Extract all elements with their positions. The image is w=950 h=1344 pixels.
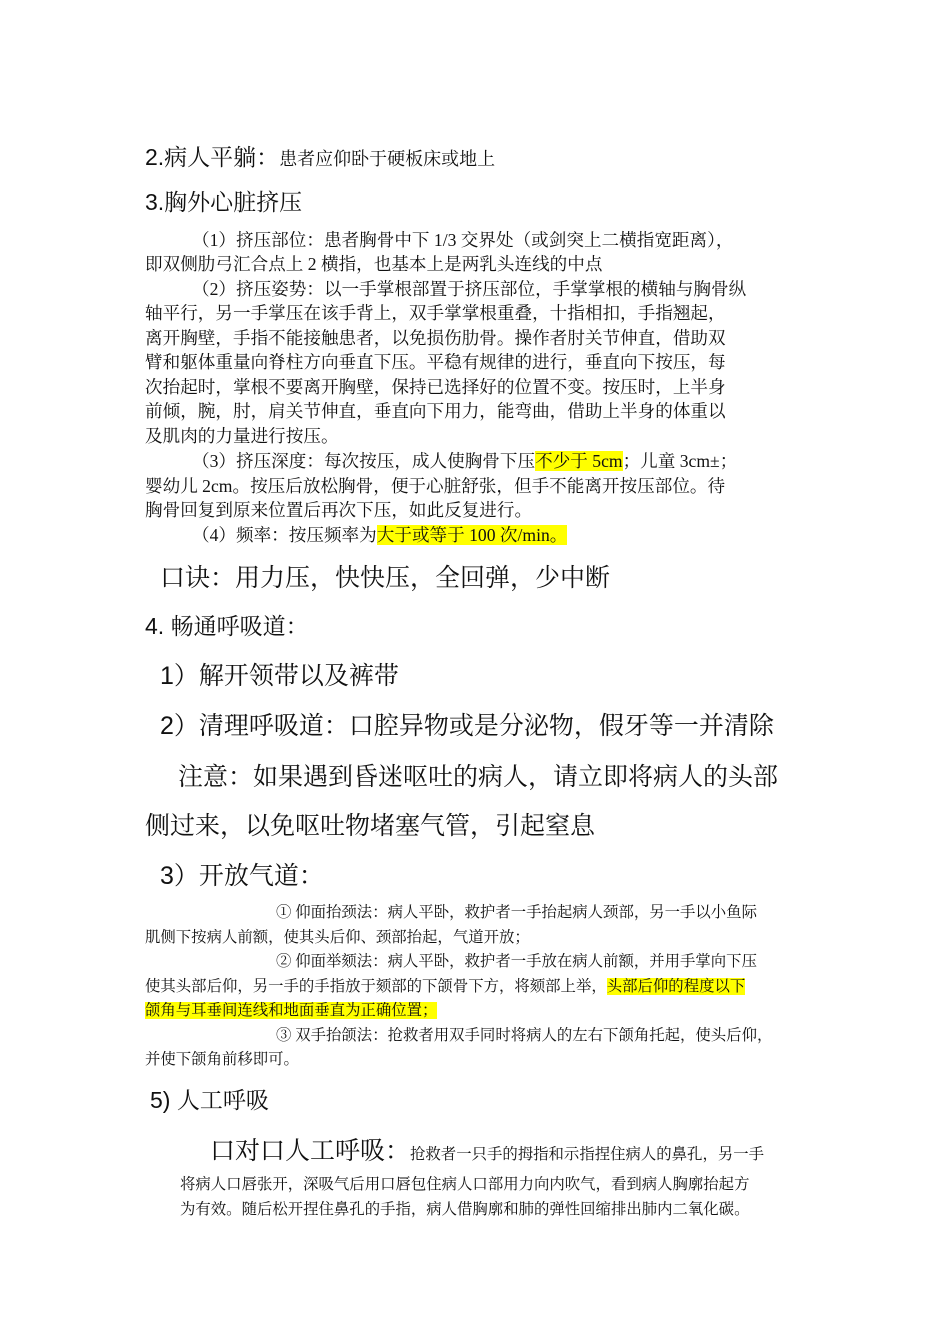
section-5-heading: 5) 人工呼吸	[150, 1087, 269, 1113]
method-3-line1: ③ 双手抬颌法：抢救者用双手同时将病人的左右下颌角托起，使头后仰，	[276, 1027, 773, 1044]
s5-subheading: 口对口人工呼吸：	[210, 1137, 411, 1165]
s3-p2-line7: 及肌肉的力量进行按压。	[145, 426, 339, 446]
s5-line3: 为有效。随后松开捏住鼻孔的手指，病人借胸廓和肺的弹性回缩排出肺内二氧化碳。	[180, 1201, 750, 1218]
s3-p2-line6: 前倾，腕，肘，肩关节伸直，垂直向下用力，能弯曲，借助上半身的体重以	[145, 401, 726, 421]
s3-p4-text: （4）频率：按压频率为	[192, 525, 377, 545]
s4-item-1: 1）解开领带以及裤带	[160, 662, 399, 690]
s3-p2-line2: 轴平行，另一手掌压在该手背上，双手掌掌根重叠，十指相扣，手指翘起，	[145, 303, 726, 323]
s3-p1-line2: 即双侧肋弓汇合点上 2 横指，也基本上是两乳头连线的中点	[145, 254, 603, 274]
s5-line1-text: 抢救者一只手的拇指和示指捏住病人的鼻孔，另一手	[410, 1146, 765, 1163]
method-1-line1: ① 仰面抬颈法：病人平卧，救护者一手抬起病人颈部，另一手以小鱼际	[276, 904, 757, 921]
mnemonic: 口诀：用力压，快快压，全回弹，少中断	[160, 565, 611, 592]
s3-p3-line3: 胸骨回复到原来位置后再次下压，如此反复进行。	[145, 500, 533, 520]
s3-p3-text-b: ；儿童 3cm±；	[622, 451, 738, 471]
s3-p3-text-a: （3）挤压深度：每次按压，成人使胸骨下压	[192, 451, 536, 471]
method-2-line2	[145, 974, 745, 996]
method-2-line3	[145, 998, 437, 1020]
method-3-line2: 并使下颌角前移即可。	[145, 1051, 299, 1068]
s4-note-line2: 侧过来，以免呕吐物堵塞气管，引起窒息	[145, 812, 596, 840]
section-2-heading: 2.病人平躺：	[145, 144, 280, 170]
s3-p2-line1: （2）挤压姿势：以一手掌根部置于挤压部位，手掌掌根的横轴与胸骨纵	[192, 279, 747, 299]
s3-p3-highlight: 不少于 5cm	[535, 451, 623, 471]
s3-p2-line4: 臂和躯体重量向脊柱方向垂直下压。平稳有规律的进行，垂直向下按压，每	[145, 352, 726, 372]
s4-item-2: 2）清理呼吸道：口腔异物或是分泌物，假牙等一并清除	[160, 712, 774, 740]
section-3-heading: 3.胸外心脏挤压	[145, 189, 303, 215]
s3-p1-line1: （1）挤压部位：患者胸骨中下 1/3 交界处（或剑突上二横指宽距离），	[192, 230, 734, 250]
section-2	[145, 139, 495, 172]
s3-p3-line2: 婴幼儿 2cm。按压后放松胸骨，便于心脏舒张，但手不能离开按压部位。待	[145, 476, 726, 496]
s3-p2-line3: 离开胸壁，手指不能接触患者，以免损伤肋骨。操作者肘关节伸直，借助双	[145, 328, 726, 348]
s5-line1	[210, 1131, 764, 1167]
method-2-highlight-2: 颌角与耳垂间连线和地面垂直为正确位置；	[145, 1002, 438, 1019]
section-2-text: 患者应仰卧于硬板床或地上	[279, 149, 496, 169]
section-4-heading: 4. 畅通呼吸道：	[145, 613, 309, 639]
s4-note-line1: 注意：如果遇到昏迷呕吐的病人，请立即将病人的头部	[178, 763, 779, 791]
s3-p4-highlight: 大于或等于 100 次/min。	[376, 525, 568, 545]
s4-item-3: 3）开放气道：	[160, 862, 324, 890]
s3-p3-line1	[192, 449, 737, 473]
method-2-line1: ② 仰面举颏法：病人平卧，救护者一手放在病人前额，并用手掌向下压	[276, 953, 757, 970]
s3-p4-line	[192, 523, 567, 547]
s3-p2-line5: 次抬起时，掌根不要离开胸壁，保持已选择好的位置不变。按压时，上半身	[145, 377, 726, 397]
s5-line2: 将病人口唇张开，深吸气后用口唇包住病人口部用力向内吹气，看到病人胸廓抬起方	[180, 1176, 750, 1193]
method-1-line2: 肌侧下按病人前额，使其头后仰、颈部抬起，气道开放；	[145, 929, 530, 946]
method-2-highlight-1: 头部后仰的程度以下	[606, 978, 746, 995]
method-2-text: 使其头部后仰，另一手的手指放于颏部的下颌骨下方，将颏部上举，	[145, 978, 607, 995]
